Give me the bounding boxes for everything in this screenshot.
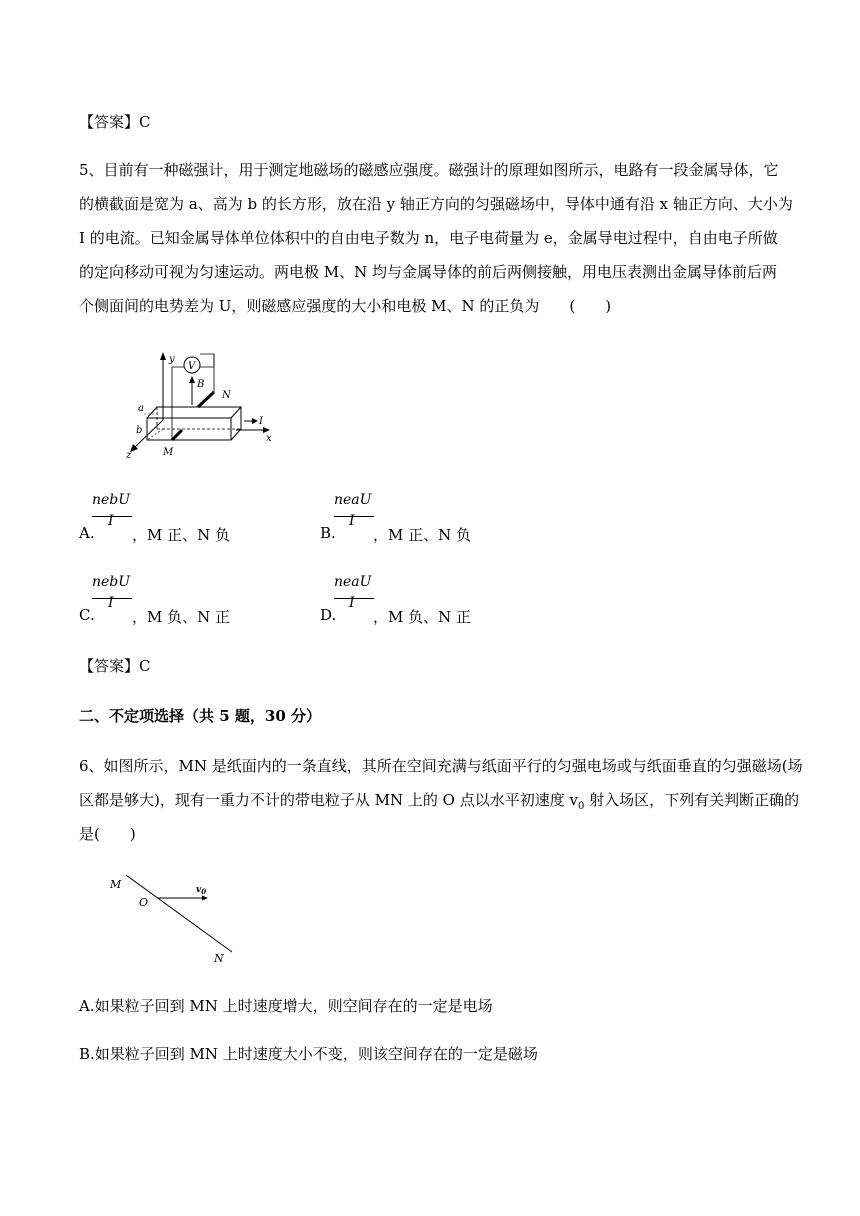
option-b-denominator: I: [349, 513, 355, 529]
label-B: B: [197, 379, 205, 390]
label-v: v: [196, 885, 202, 895]
q5-line-2: 的横截面是宽为 a、高为 b 的长方形，放在沿 y 轴正方向的匀强磁场中，导体中通有沿 x 轴正方向、大小为: [79, 195, 793, 213]
label-O: O: [139, 896, 149, 909]
q6-line-1: 6、如图所示，MN 是纸面内的一条直线，其所在空间充满与纸面平行的匀强电场或与纸面垂直的匀强磁场(场: [79, 757, 803, 775]
q6-line-2: [79, 790, 799, 817]
q6-line-2-b: 射入场区，下列有关判断正确的: [584, 791, 800, 809]
label-a: a: [138, 403, 144, 414]
q5-line-1: 5、目前有一种磁强计，用于测定地磁场的磁感应强度。磁强计的原理如图所示，电路有一段金属导体，它: [79, 161, 779, 179]
option-c-numerator: nebU: [92, 574, 131, 590]
label-I: I: [259, 416, 263, 427]
option-a-denominator: I: [108, 513, 114, 529]
label-b: b: [136, 425, 143, 436]
option-b-text: ，M 正、N 负: [373, 526, 472, 544]
answer-label-1: 【答案】C: [79, 113, 151, 131]
label-x: x: [266, 433, 272, 444]
label-v-sub: 0: [201, 887, 207, 896]
q6-v0-subscript: 0: [577, 801, 585, 812]
q5-line-5: 个侧面间的电势差为 U，则磁感应强度的大小和电极 M、N 的正负为 ( ): [79, 297, 612, 315]
q6-option-a: A.如果粒子回到 MN 上时速度增大，则空间存在的一定是电场: [79, 997, 493, 1015]
section-heading: 二、不定项选择（共 5 题，30 分）: [79, 707, 321, 725]
option-a-numerator: nebU: [92, 492, 131, 508]
option-c-letter: C.: [79, 606, 95, 624]
q6-option-b: B.如果粒子回到 MN 上时速度大小不变，则该空间存在的一定是磁场: [79, 1045, 538, 1063]
magnetometer-diagram: [120, 340, 290, 465]
label-N: N: [222, 390, 231, 401]
option-a-text: ，M 正、N 负: [132, 526, 231, 544]
option-d-denominator: I: [349, 595, 355, 611]
q6-line-2-a: 区都是够大)，现有一重力不计的带电粒子从 MN 上的 O 点以水平初速度 v: [79, 791, 578, 809]
label-M: M: [163, 447, 174, 458]
label-M6: M: [110, 878, 122, 891]
answer-label-2: 【答案】C: [79, 657, 151, 675]
option-d-numerator: neaU: [334, 574, 372, 590]
option-d-text: ，M 负、N 正: [373, 608, 472, 626]
label-y: y: [169, 354, 175, 365]
q6-line-3: 是( ): [79, 825, 136, 843]
option-c-denominator: I: [108, 595, 114, 611]
q5-line-4: 的定向移动可视为匀速运动。两电极 M、N 均与金属导体的前后两侧接触，用电压表测出金属导体前后两: [79, 263, 778, 281]
option-d-letter: D.: [320, 606, 337, 624]
option-c-text: ，M 负、N 正: [132, 608, 231, 626]
option-b-numerator: neaU: [334, 492, 372, 508]
label-N6: N: [214, 952, 224, 965]
label-v0: [196, 885, 206, 896]
mn-line-diagram: [104, 870, 244, 965]
q5-line-3: I 的电流。已知金属导体单位体积中的自由电子数为 n，电子电荷量为 e，金属导电过程中，自由电子所做: [79, 229, 778, 247]
label-z: z: [126, 450, 132, 461]
label-V: V: [188, 361, 196, 372]
option-a-letter: A.: [79, 524, 95, 542]
option-b-letter: B.: [320, 524, 336, 542]
